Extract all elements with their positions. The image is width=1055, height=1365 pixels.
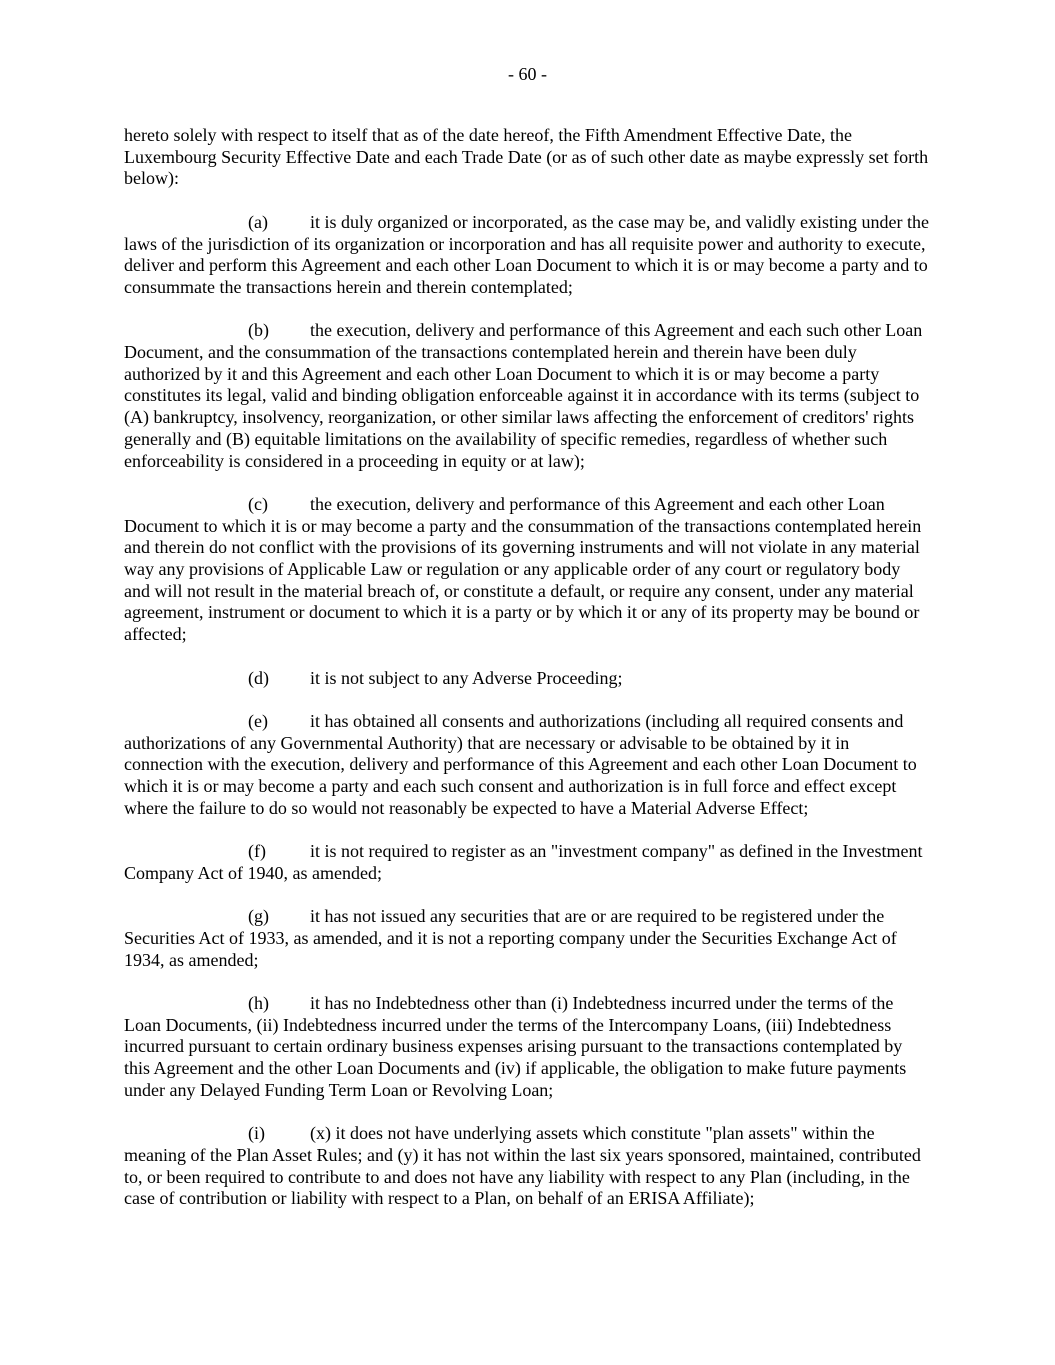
clause-text: (x) it does not have underlying assets which constitute "plan assets" within the meaning of the Plan Asset Rules; and (y) it has not within the last six years sponsored, maintained, contributed to, or been required to contribute to and does not have any liability with respect to any Plan (including, in the case of contribution or liability with respect to a Plan, on behalf of an ERISA Affiliate); xyxy=(124,1123,921,1209)
clause-label: (h) xyxy=(248,993,269,1013)
clause-label: (i) xyxy=(248,1123,265,1144)
clause-label: (d) xyxy=(248,667,269,688)
clause-text: it has not issued any securities that are or are required to be registered under the Securities Act of 1933, as amended, and it is not a reporting company under the Securities Exchange Act of 1934, as amended; xyxy=(124,906,897,970)
clause-h xyxy=(124,993,929,1102)
clause-label: (c) xyxy=(248,493,268,514)
clause-label: (g) xyxy=(248,906,269,927)
clause-text: it is not subject to any Adverse Proceeding; xyxy=(310,667,623,688)
clause-label: (e) xyxy=(248,710,268,731)
clause-label: (f) xyxy=(248,841,266,862)
clause-text: it is duly organized or incorporated, as the case may be, and validly existing under the laws of the jurisdiction of its organization or incorporation and has all requisite power and authority to execute, deliver and perform this Agreement and each other Loan Document to which it is or may become a party and to consummate the transactions herein and therein contemplated; xyxy=(124,211,929,297)
clause-text: it has no Indebtedness other than (i) Indebtedness incurred under the terms of the Loan Documents, (ii) Indebtedness incurred under the terms of the Intercompany Loans, (iii) Indebtedness incurred pursuant to certain ordinary business expenses arising pursuant to the transactions contemplated by this Agreement and the other Loan Documents and (iv) if applicable, the obligation to make future payments under any Delayed Funding Term Loan or Revolving Loan; xyxy=(124,993,907,1100)
clause-text: it is not required to register as an "investment company" as defined in the Investment Company Act of 1940, as amended; xyxy=(124,841,923,883)
clause-c xyxy=(124,494,929,646)
document-body xyxy=(124,125,929,1232)
page-number: - 60 - xyxy=(508,64,547,84)
clause-label: (a) xyxy=(248,211,268,232)
clause-g xyxy=(124,906,929,971)
clause-text: the execution, delivery and performance of this Agreement and each other Loan Document to which it is or may become a party and the consummation of the transactions contemplated herein and therein do not conflict with the provisions of its governing instruments and will not violate in any material way any provisions of Applicable Law or regulation or any applicable order of any court or regulatory body and will not result in the material breach of, or constitute a default, or require any consent, under any material agreement, instrument or document to which it is a party or by which it or any of its property may be bound or affected; xyxy=(124,493,922,645)
clause-i xyxy=(124,1123,929,1210)
clause-e xyxy=(124,711,929,820)
clause-a xyxy=(124,212,929,299)
clause-f xyxy=(124,841,929,884)
clause-text: the execution, delivery and performance of this Agreement and each such other Loan Document, and the consummation of the transactions contemplated herein and therein have been duly authorized by it and this Agreement and each other Loan Document to which it is or may become a party constitutes its legal, valid and binding obligation enforceable against it in accordance with its terms (subject to (A) bankruptcy, insolvency, reorganization, or other similar laws affecting the enforcement of creditors' rights generally and (B) equitable limitations on the availability of specific remedies, regardless of whether such enforceability is considered in a proceeding in equity or at law); xyxy=(124,320,923,471)
clause-d xyxy=(124,668,929,690)
clause-b xyxy=(124,320,929,472)
clause-text: it has obtained all consents and authorizations (including all required consents and authorizations of any Governmental Authority) that are necessary or advisable to be obtained by it in connection with the execution, delivery and performance of this Agreement and each other Loan Document to which it is or may become a party and each such consent and authorization is in full force and effect except where the failure to do so would not reasonably be expected to have a Material Adverse Effect; xyxy=(124,710,917,818)
clause-label: (b) xyxy=(248,320,269,341)
intro-paragraph: hereto solely with respect to itself that as of the date hereof, the Fifth Amendment Effective Date, the Luxembourg Security Effective Date and each Trade Date (or as of such other date as maybe expressly set forth below): xyxy=(124,125,929,189)
